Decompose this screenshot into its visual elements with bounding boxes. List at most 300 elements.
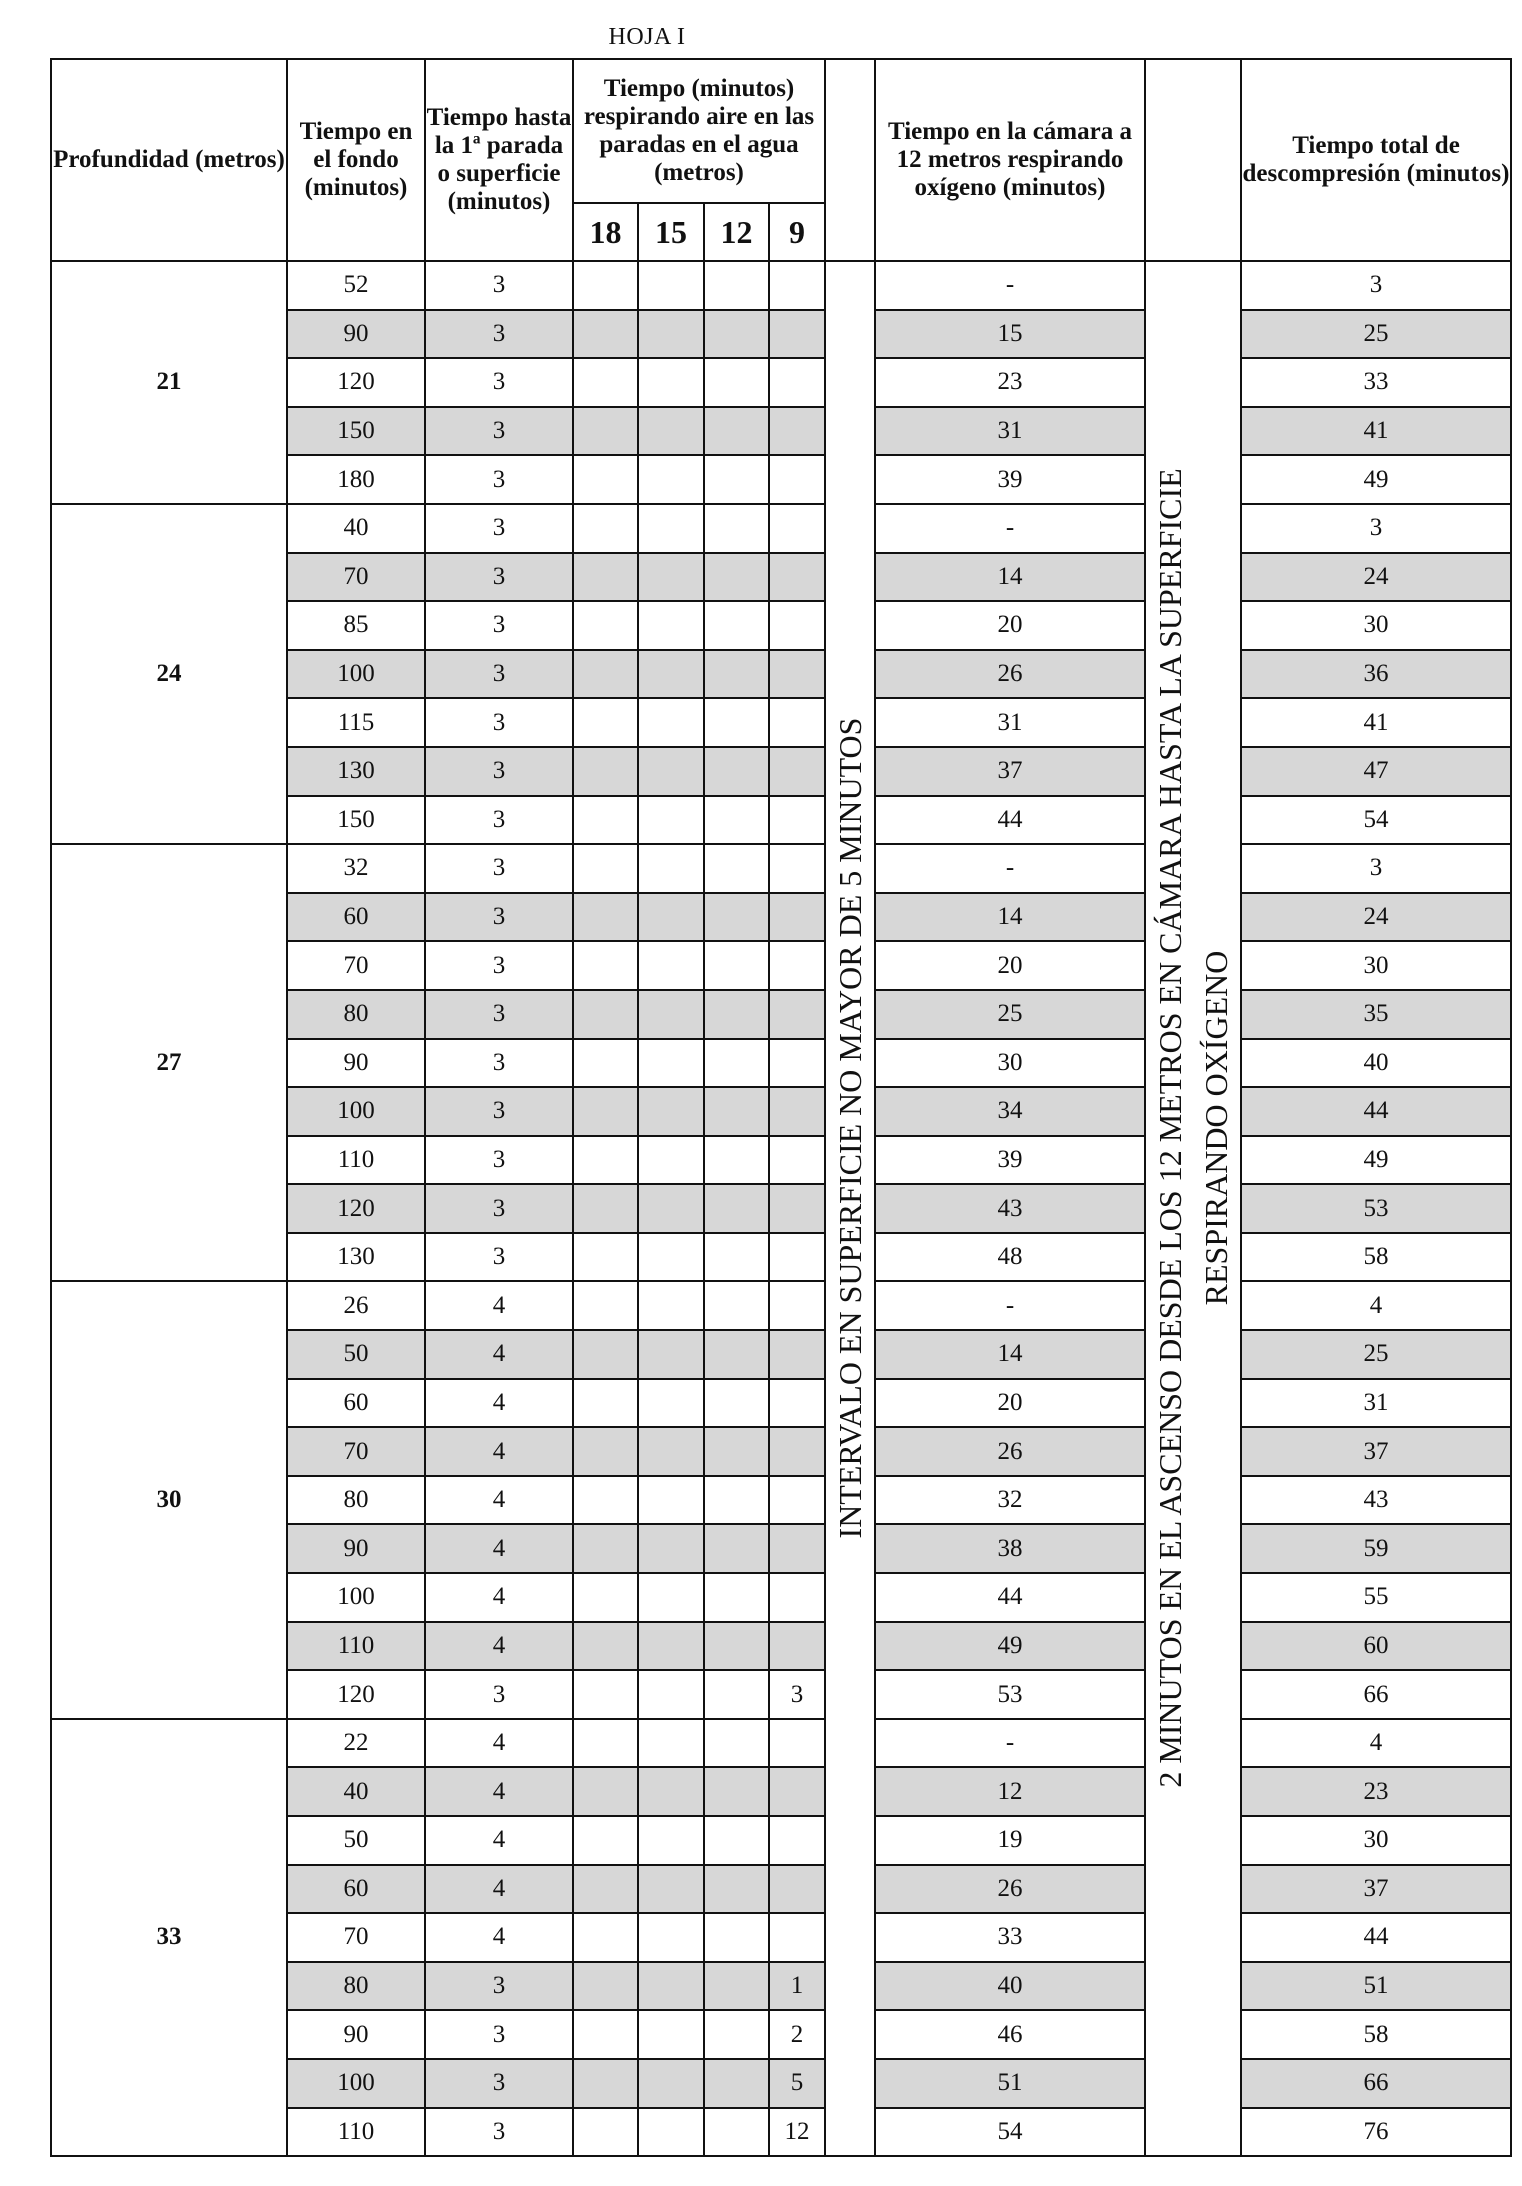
stop-15-cell [638, 455, 704, 504]
bottom-time-cell: 22 [287, 1719, 425, 1768]
stop-18-cell [573, 1913, 638, 1962]
stop-15-cell [638, 2059, 704, 2108]
bottom-time-cell: 70 [287, 941, 425, 990]
stop-18-cell [573, 358, 638, 407]
first-stop-time-cell: 3 [425, 2059, 573, 2108]
chamber-time-cell: 14 [875, 893, 1145, 942]
stop-12-cell [704, 455, 769, 504]
table-row [51, 1281, 1511, 1330]
bottom-time-cell: 70 [287, 1913, 425, 1962]
stop-18-cell [573, 893, 638, 942]
bottom-time-cell: 40 [287, 1767, 425, 1816]
bottom-time-cell: 90 [287, 2010, 425, 2059]
first-stop-time-cell: 4 [425, 1573, 573, 1622]
stop-12-cell [704, 2010, 769, 2059]
stop-18-cell [573, 1524, 638, 1573]
stop-18-cell [573, 2059, 638, 2108]
total-time-cell: 4 [1241, 1719, 1511, 1768]
ascent-note-column [1145, 59, 1241, 261]
stop-9-cell [769, 407, 825, 456]
chamber-time-cell: 25 [875, 990, 1145, 1039]
total-time-cell: 41 [1241, 407, 1511, 456]
depth-cell: 24 [51, 504, 287, 844]
stop-9-cell [769, 553, 825, 602]
bottom-time-cell: 100 [287, 1573, 425, 1622]
stop-9-cell [769, 1913, 825, 1962]
chamber-time-cell: 15 [875, 310, 1145, 359]
first-stop-time-cell: 3 [425, 601, 573, 650]
stop-18-cell [573, 1427, 638, 1476]
total-time-cell: 25 [1241, 310, 1511, 359]
bottom-time-cell: 100 [287, 650, 425, 699]
stop-12-cell [704, 747, 769, 796]
stop-15-cell [638, 941, 704, 990]
stop-18-cell [573, 1281, 638, 1330]
bottom-time-cell: 32 [287, 844, 425, 893]
stop-15-cell [638, 1767, 704, 1816]
bottom-time-cell: 100 [287, 1087, 425, 1136]
stop-9-cell [769, 941, 825, 990]
ascent-note [1147, 468, 1239, 1787]
header-air-stops: Tiempo (minutos) respirando aire en las paradas en el agua (metros) [573, 59, 825, 203]
stop-12-cell [704, 796, 769, 845]
stop-18-cell [573, 1622, 638, 1671]
stop-15-cell [638, 1281, 704, 1330]
first-stop-time-cell: 4 [425, 1427, 573, 1476]
stop-15-cell [638, 1087, 704, 1136]
stop-15-cell [638, 553, 704, 602]
table-row [51, 1719, 1511, 1768]
bottom-time-cell: 130 [287, 1233, 425, 1282]
table-row [51, 261, 1511, 310]
stop-12-cell [704, 844, 769, 893]
total-time-cell: 25 [1241, 1330, 1511, 1379]
total-time-cell: 55 [1241, 1573, 1511, 1622]
total-time-cell: 31 [1241, 1379, 1511, 1428]
stop-15-cell [638, 2010, 704, 2059]
chamber-time-cell: 37 [875, 747, 1145, 796]
bottom-time-cell: 150 [287, 796, 425, 845]
stop-12-cell [704, 1233, 769, 1282]
chamber-time-cell: 31 [875, 698, 1145, 747]
total-time-cell: 37 [1241, 1865, 1511, 1914]
bottom-time-cell: 70 [287, 553, 425, 602]
stop-9-cell [769, 747, 825, 796]
chamber-time-cell: - [875, 1719, 1145, 1768]
chamber-time-cell: 54 [875, 2108, 1145, 2157]
header-time-to-first-stop: Tiempo hasta la 1ª parada o superficie (minutos) [425, 59, 573, 261]
stop-12-cell [704, 1427, 769, 1476]
first-stop-time-cell: 3 [425, 504, 573, 553]
table-row [51, 844, 1511, 893]
bottom-time-cell: 120 [287, 358, 425, 407]
first-stop-time-cell: 3 [425, 1233, 573, 1282]
stop-15-cell [638, 1622, 704, 1671]
first-stop-time-cell: 3 [425, 310, 573, 359]
bottom-time-cell: 60 [287, 1379, 425, 1428]
stop-15-cell [638, 601, 704, 650]
stop-9-cell [769, 844, 825, 893]
first-stop-time-cell: 3 [425, 650, 573, 699]
chamber-time-cell: 33 [875, 1913, 1145, 1962]
stop-18-cell [573, 698, 638, 747]
total-time-cell: 49 [1241, 1136, 1511, 1185]
header-bottom-time: Tiempo en el fondo (minutos) [287, 59, 425, 261]
stop-18-cell [573, 601, 638, 650]
stop-18-cell [573, 941, 638, 990]
stop-15-cell [638, 1039, 704, 1088]
total-time-cell: 23 [1241, 1767, 1511, 1816]
total-time-cell: 53 [1241, 1184, 1511, 1233]
surface-interval-column [825, 59, 875, 261]
first-stop-time-cell: 3 [425, 796, 573, 845]
total-time-cell: 76 [1241, 2108, 1511, 2157]
stop-18-cell [573, 1379, 638, 1428]
table-header [51, 59, 1511, 261]
stop-15-cell [638, 1427, 704, 1476]
stop-9-cell [769, 990, 825, 1039]
header-depth: Profundidad (metros) [51, 59, 287, 261]
chamber-time-cell: 26 [875, 1865, 1145, 1914]
stop-18-cell [573, 796, 638, 845]
stop-15-cell [638, 1233, 704, 1282]
total-time-cell: 3 [1241, 844, 1511, 893]
depth-cell: 27 [51, 844, 287, 1281]
stop-9-cell [769, 1865, 825, 1914]
bottom-time-cell: 80 [287, 990, 425, 1039]
chamber-time-cell: 44 [875, 1573, 1145, 1622]
stop-15-cell [638, 1136, 704, 1185]
stop-15-cell [638, 893, 704, 942]
stop-15-cell [638, 310, 704, 359]
chamber-time-cell: 31 [875, 407, 1145, 456]
stop-18-cell [573, 1136, 638, 1185]
stop-15-cell [638, 1670, 704, 1719]
stop-18-cell [573, 1476, 638, 1525]
total-time-cell: 66 [1241, 1670, 1511, 1719]
first-stop-time-cell: 3 [425, 941, 573, 990]
stop-15-cell [638, 796, 704, 845]
total-time-cell: 51 [1241, 1962, 1511, 2011]
bottom-time-cell: 110 [287, 1136, 425, 1185]
stop-15-cell [638, 1476, 704, 1525]
stop-9-cell [769, 1233, 825, 1282]
stop-12-cell [704, 893, 769, 942]
chamber-time-cell: 20 [875, 941, 1145, 990]
stop-12-cell [704, 1524, 769, 1573]
stop-12-cell [704, 1281, 769, 1330]
stop-18-cell [573, 310, 638, 359]
total-time-cell: 4 [1241, 1281, 1511, 1330]
total-time-cell: 49 [1241, 455, 1511, 504]
bottom-time-cell: 180 [287, 455, 425, 504]
first-stop-time-cell: 3 [425, 990, 573, 1039]
stop-12-cell [704, 358, 769, 407]
first-stop-time-cell: 3 [425, 261, 573, 310]
first-stop-time-cell: 4 [425, 1913, 573, 1962]
bottom-time-cell: 130 [287, 747, 425, 796]
first-stop-time-cell: 3 [425, 2108, 573, 2157]
stop-9-cell [769, 1330, 825, 1379]
stop-12-cell [704, 2059, 769, 2108]
total-time-cell: 3 [1241, 504, 1511, 553]
stop-12-cell [704, 1379, 769, 1428]
stop-15-cell [638, 698, 704, 747]
stop-9-cell [769, 1816, 825, 1865]
bottom-time-cell: 90 [287, 310, 425, 359]
first-stop-time-cell: 3 [425, 893, 573, 942]
stop-15-cell [638, 261, 704, 310]
chamber-time-cell: 32 [875, 1476, 1145, 1525]
stop-18-cell [573, 2010, 638, 2059]
first-stop-time-cell: 3 [425, 1184, 573, 1233]
total-time-cell: 66 [1241, 2059, 1511, 2108]
ascent-note-line-2: RESPIRANDO OXÍGENO [1198, 950, 1234, 1306]
chamber-time-cell: 49 [875, 1622, 1145, 1671]
stop-12-cell [704, 1767, 769, 1816]
stop-15-cell [638, 747, 704, 796]
stop-15-cell [638, 407, 704, 456]
surface-interval-note: INTERVALO EN SUPERFICIE NO MAYOR DE 5 MINUTOS [832, 717, 868, 1539]
stop-15-cell [638, 504, 704, 553]
stop-18-cell [573, 1573, 638, 1622]
stop-18-cell [573, 1767, 638, 1816]
first-stop-time-cell: 4 [425, 1330, 573, 1379]
total-time-cell: 47 [1241, 747, 1511, 796]
stop-9-cell: 2 [769, 2010, 825, 2059]
stop-12-cell [704, 1476, 769, 1525]
bottom-time-cell: 90 [287, 1039, 425, 1088]
stop-12-cell [704, 601, 769, 650]
first-stop-time-cell: 3 [425, 1087, 573, 1136]
first-stop-time-cell: 4 [425, 1524, 573, 1573]
stop-9-cell [769, 1524, 825, 1573]
stop-9-cell: 1 [769, 1962, 825, 2011]
total-time-cell: 30 [1241, 941, 1511, 990]
bottom-time-cell: 52 [287, 261, 425, 310]
chamber-time-cell: 19 [875, 1816, 1145, 1865]
bottom-time-cell: 50 [287, 1330, 425, 1379]
bottom-time-cell: 85 [287, 601, 425, 650]
first-stop-time-cell: 3 [425, 2010, 573, 2059]
stop-18-cell [573, 407, 638, 456]
stop-12-cell [704, 261, 769, 310]
stop-18-cell [573, 844, 638, 893]
chamber-time-cell: 20 [875, 601, 1145, 650]
table-row [51, 504, 1511, 553]
bottom-time-cell: 60 [287, 1865, 425, 1914]
stop-9-cell [769, 601, 825, 650]
stop-18-cell [573, 2108, 638, 2157]
chamber-time-cell: - [875, 504, 1145, 553]
stop-9-cell [769, 698, 825, 747]
bottom-time-cell: 150 [287, 407, 425, 456]
stop-12-cell [704, 553, 769, 602]
stop-9-cell [769, 455, 825, 504]
total-time-cell: 3 [1241, 261, 1511, 310]
bottom-time-cell: 60 [287, 893, 425, 942]
stop-18-cell [573, 455, 638, 504]
first-stop-time-cell: 3 [425, 747, 573, 796]
stop-12-cell [704, 990, 769, 1039]
depth-cell: 21 [51, 261, 287, 504]
stop-15-cell [638, 1865, 704, 1914]
stop-15-cell [638, 990, 704, 1039]
stop-9-cell [769, 1427, 825, 1476]
total-time-cell: 33 [1241, 358, 1511, 407]
stop-15-cell [638, 1962, 704, 2011]
stop-9-cell [769, 796, 825, 845]
chamber-time-cell: - [875, 261, 1145, 310]
stop-9-cell [769, 1281, 825, 1330]
stop-18-cell [573, 1233, 638, 1282]
chamber-time-cell: 30 [875, 1039, 1145, 1088]
stop-12-cell [704, 1865, 769, 1914]
total-time-cell: 36 [1241, 650, 1511, 699]
stop-depth-9: 9 [769, 203, 825, 261]
first-stop-time-cell: 3 [425, 553, 573, 602]
bottom-time-cell: 120 [287, 1670, 425, 1719]
total-time-cell: 41 [1241, 698, 1511, 747]
stop-9-cell [769, 261, 825, 310]
total-time-cell: 40 [1241, 1039, 1511, 1088]
total-time-cell: 37 [1241, 1427, 1511, 1476]
stop-18-cell [573, 1039, 638, 1088]
chamber-time-cell: - [875, 1281, 1145, 1330]
stop-9-cell [769, 310, 825, 359]
bottom-time-cell: 115 [287, 698, 425, 747]
bottom-time-cell: 100 [287, 2059, 425, 2108]
stop-9-cell [769, 1184, 825, 1233]
stop-18-cell [573, 1962, 638, 2011]
stop-9-cell [769, 358, 825, 407]
stop-12-cell [704, 1136, 769, 1185]
stop-depth-18: 18 [573, 203, 638, 261]
bottom-time-cell: 110 [287, 2108, 425, 2157]
chamber-time-cell: 26 [875, 650, 1145, 699]
stop-15-cell [638, 1524, 704, 1573]
stop-12-cell [704, 1087, 769, 1136]
table-body [51, 261, 1511, 2156]
chamber-time-cell: 43 [875, 1184, 1145, 1233]
stop-12-cell [704, 310, 769, 359]
stop-18-cell [573, 747, 638, 796]
stop-15-cell [638, 1379, 704, 1428]
chamber-time-cell: 23 [875, 358, 1145, 407]
stop-9-cell [769, 1476, 825, 1525]
first-stop-time-cell: 3 [425, 1670, 573, 1719]
chamber-time-cell: 44 [875, 796, 1145, 845]
bottom-time-cell: 120 [287, 1184, 425, 1233]
stop-9-cell: 5 [769, 2059, 825, 2108]
stop-15-cell [638, 650, 704, 699]
stop-12-cell [704, 1719, 769, 1768]
first-stop-time-cell: 4 [425, 1379, 573, 1428]
chamber-time-cell: 48 [875, 1233, 1145, 1282]
total-time-cell: 30 [1241, 1816, 1511, 1865]
stop-15-cell [638, 1573, 704, 1622]
stop-9-cell [769, 504, 825, 553]
stop-15-cell [638, 1719, 704, 1768]
first-stop-time-cell: 4 [425, 1816, 573, 1865]
first-stop-time-cell: 3 [425, 455, 573, 504]
stop-12-cell [704, 1670, 769, 1719]
first-stop-time-cell: 4 [425, 1865, 573, 1914]
total-time-cell: 54 [1241, 796, 1511, 845]
stop-9-cell [769, 1087, 825, 1136]
stop-15-cell [638, 2108, 704, 2157]
total-time-cell: 58 [1241, 1233, 1511, 1282]
first-stop-time-cell: 4 [425, 1767, 573, 1816]
stop-12-cell [704, 1622, 769, 1671]
total-time-cell: 59 [1241, 1524, 1511, 1573]
stop-12-cell [704, 698, 769, 747]
header-chamber-time: Tiempo en la cámara a 12 metros respirando oxígeno (minutos) [875, 59, 1145, 261]
stop-9-cell: 12 [769, 2108, 825, 2157]
first-stop-time-cell: 4 [425, 1622, 573, 1671]
stop-9-cell [769, 650, 825, 699]
ascent-note-line-1: 2 MINUTOS EN EL ASCENSO DESDE LOS 12 METROS EN CÁMARA HASTA LA SUPERFICIE [1152, 468, 1188, 1788]
stop-12-cell [704, 1573, 769, 1622]
stop-15-cell [638, 1913, 704, 1962]
first-stop-time-cell: 3 [425, 358, 573, 407]
chamber-time-cell: 51 [875, 2059, 1145, 2108]
chamber-time-cell: 53 [875, 1670, 1145, 1719]
decompression-table [50, 58, 1512, 2157]
sheet-title: HOJA I [608, 24, 686, 50]
stop-12-cell [704, 941, 769, 990]
chamber-time-cell: 12 [875, 1767, 1145, 1816]
stop-9-cell [769, 1622, 825, 1671]
stop-18-cell [573, 650, 638, 699]
chamber-time-cell: 34 [875, 1087, 1145, 1136]
stop-12-cell [704, 1816, 769, 1865]
first-stop-time-cell: 3 [425, 1136, 573, 1185]
first-stop-time-cell: 3 [425, 1039, 573, 1088]
total-time-cell: 24 [1241, 893, 1511, 942]
stop-depth-12: 12 [704, 203, 769, 261]
stop-9-cell [769, 1136, 825, 1185]
stop-12-cell [704, 1184, 769, 1233]
stop-12-cell [704, 1330, 769, 1379]
stop-12-cell [704, 1913, 769, 1962]
first-stop-time-cell: 4 [425, 1281, 573, 1330]
stop-18-cell [573, 1719, 638, 1768]
stop-12-cell [704, 504, 769, 553]
chamber-time-cell: 40 [875, 1962, 1145, 2011]
bottom-time-cell: 90 [287, 1524, 425, 1573]
stop-12-cell [704, 1039, 769, 1088]
depth-cell: 30 [51, 1281, 287, 1718]
stop-9-cell [769, 1379, 825, 1428]
stop-18-cell [573, 1670, 638, 1719]
chamber-time-cell: 14 [875, 1330, 1145, 1379]
stop-18-cell [573, 1865, 638, 1914]
stop-12-cell [704, 407, 769, 456]
stop-18-cell [573, 553, 638, 602]
total-time-cell: 60 [1241, 1622, 1511, 1671]
first-stop-time-cell: 4 [425, 1476, 573, 1525]
stop-18-cell [573, 261, 638, 310]
stop-12-cell [704, 1962, 769, 2011]
total-time-cell: 24 [1241, 553, 1511, 602]
total-time-cell: 43 [1241, 1476, 1511, 1525]
stop-9-cell [769, 1719, 825, 1768]
stop-15-cell [638, 1816, 704, 1865]
first-stop-time-cell: 4 [425, 1719, 573, 1768]
bottom-time-cell: 80 [287, 1476, 425, 1525]
total-time-cell: 30 [1241, 601, 1511, 650]
